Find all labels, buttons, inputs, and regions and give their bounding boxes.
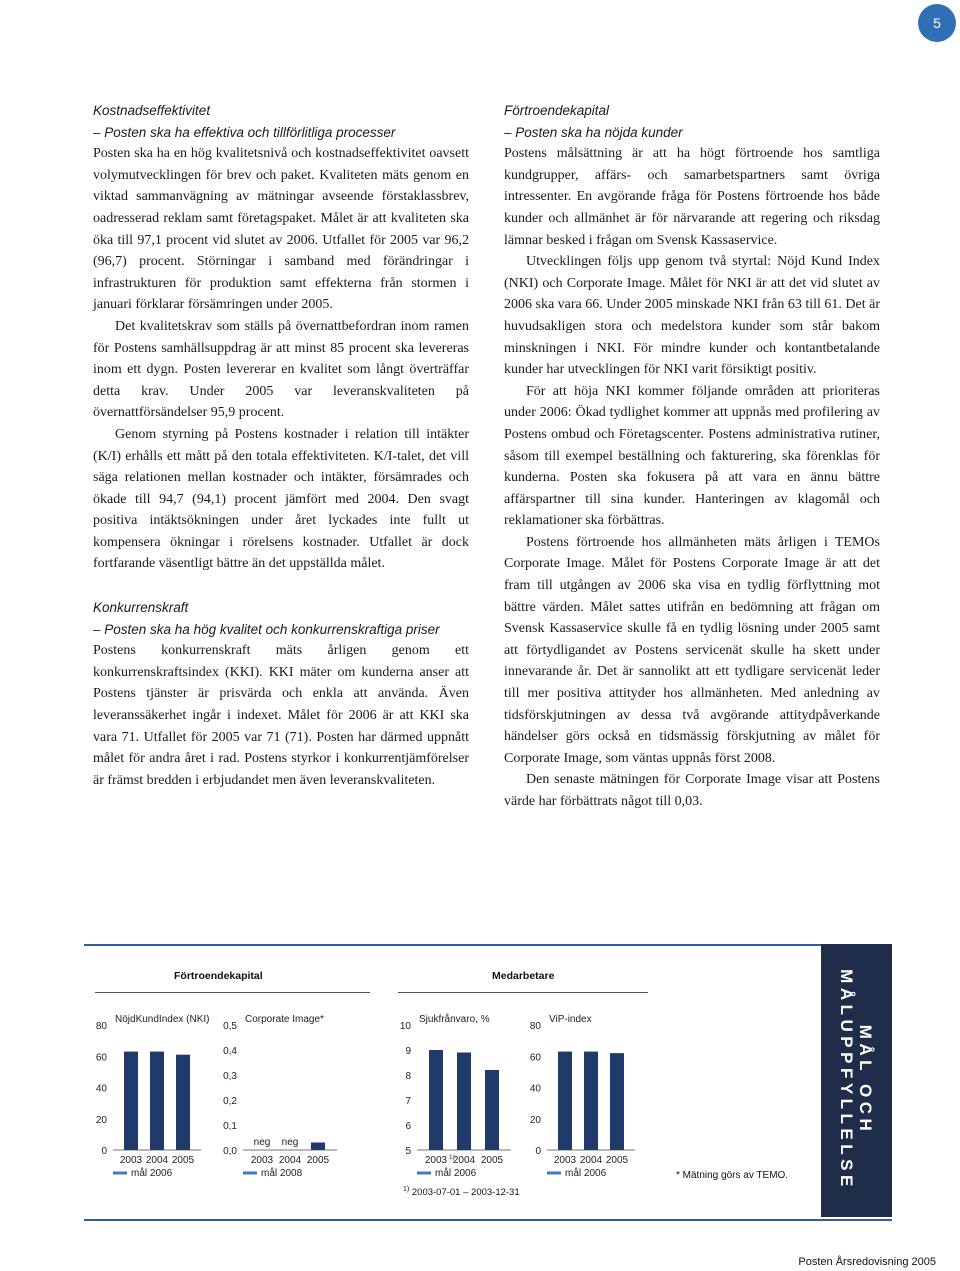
chart3-bar-2005 xyxy=(485,1070,499,1150)
chart1-ytick: 60 xyxy=(95,1052,107,1064)
chart1-bar-2003 xyxy=(124,1052,138,1150)
chart4-bar-2005 xyxy=(610,1053,624,1150)
trust-capital-heading: Förtroendekapital xyxy=(504,103,610,118)
chart4-ytick: 80 xyxy=(529,1021,541,1032)
chart3-goal-label: mål 2006 xyxy=(435,1168,477,1179)
footnote-period-text: 2003-07-01 – 2003-12-31 xyxy=(411,1187,520,1199)
chart4-ytick: 20 xyxy=(529,1114,541,1126)
chart4-xtick-2003: 2003 xyxy=(553,1155,577,1166)
trust-paragraph-3: För att höja NKI kommer följande områden att prioriteras under 2006: Ökad tydlighet kommer att uppnås med profilering av Postens ombud och Företagscenter. Postens administrativa rutiner, såsom till exempel beställning och fakturering, ska förenklas för kunderna. Posten ska fokusera på att vara en ännu bättre affärspartner till sina kunder. Hanteringen av klagomål och reklamationer ska förbättras. xyxy=(504,383,880,529)
chart3-ytick: 6 xyxy=(405,1121,411,1132)
chart3-xtick-2003: 2003 xyxy=(424,1155,448,1166)
chart4-ytick: 0 xyxy=(535,1146,541,1157)
chart3-xtick-2004: 2004 xyxy=(452,1155,476,1166)
chart3-ytick: 9 xyxy=(405,1046,411,1057)
chart2-ytick: 0,4 xyxy=(223,1046,237,1057)
chart2-bar-2005 xyxy=(311,1143,325,1151)
trust-paragraph-5: Den senaste mätningen för Corporate Image visar att Postens värde har förbättrats något till 0,03. xyxy=(504,772,880,809)
footnote-period xyxy=(403,1186,520,1198)
chart4-ytick: 40 xyxy=(529,1083,541,1095)
chart4-xtick-2005: 2005 xyxy=(605,1155,629,1166)
chart1-ytick: 40 xyxy=(95,1083,107,1095)
competitiveness-heading: Konkurrenskraft xyxy=(93,600,189,616)
footnote-period-mark: 1) xyxy=(403,1186,410,1193)
cost-income-paragraph: Genom styrning på Postens kostnader i relation till intäkter (K/I) erhålls ett mått på den totala effektiviteten. K/I-talet, det vill säga relationen mellan kostnader och intäkter, försämrades och ökade till 94,7 (94,1) procent jämfört med 2004. Den svagt positiva intäktsökningen under året lyckades inte fullt ut kompensera ökningar i rörelsens kostnader. Utfallet är dock fortfarande väsentligt bättre än det uppställda målet. xyxy=(93,426,469,572)
footnote-temo: * Mätning görs av TEMO. xyxy=(676,1170,789,1181)
chart4-xtick-2004: 2004 xyxy=(579,1155,603,1166)
chart1-bar-2005 xyxy=(176,1055,190,1150)
chart3-bar-2003 xyxy=(429,1050,443,1150)
chart4-title: ViP-index xyxy=(549,1014,592,1025)
chart2-ytick: 0,2 xyxy=(223,1096,237,1107)
trust-paragraph-4: Postens förtroende hos allmänheten mäts årligen i TEMOs Corporate Image. Målet för Postens Corporate Image är att det fram till utgången av 2006 ska visa en tydlig förflyttning mot bättre värden. Målet sattes utifrån en bedömning att frågan om Svensk Kassaservice skulle få en tydlig lösning under 2005 samt att förtydligandet av Postens servicenät skulle ha skett under innevarande år. Det är sannolikt att ett tydligare servicenät leder till mer positiva attityder hos allmänheten. Med anledning av tidsförskjutningen av dessa två avgörande attitydpåverkande händelser görs också en tidsmässig förskjutning av målet för Corporate Image, som väntas uppnås först 2008. xyxy=(504,534,880,766)
chart1-xtick-2003: 2003 xyxy=(119,1155,143,1166)
chart3-ytick: 7 xyxy=(405,1096,411,1107)
chart4-bar-2003 xyxy=(558,1052,572,1150)
chart1-bar-2004 xyxy=(150,1052,164,1150)
chart2-ytick: 0,0 xyxy=(223,1146,237,1157)
cost-efficiency-paragraph: Posten ska ha en hög kvalitetsnivå och kostnadseffektivitet oavsett volymutvecklingen för brev och paket. Kvaliteten mäts genom en viktad sammanvägning av mätningar avseende förstaklassbrev, oadresserad reklam samt företagspaket. Målet är att kvaliteten ska öka till 97,1 procent vid slutet av 2006. Utfallet för 2005 var 96,2 (96,7) procent. Störningar i samband med förändringar i infrastrukturen för produktion samt effekterna från stormen i januari förklarar försämringen under 2005. xyxy=(93,146,469,313)
cost-efficiency-heading: Kostnadseffektivitet xyxy=(93,103,211,118)
trust-paragraph-1: Postens målsättning är att ha högt förtroende hos samtliga kundgrupper, affärs- och samarbetspartners samt övriga intressenter. En avgörande fråga för Postens förtroende hos både kunder och allmänhet är för närvarande att regering och riksdag lämnar besked i frågan om Svensk Kassaservice. xyxy=(504,146,880,248)
competitiveness-subheading: – Posten ska ha hög kvalitet och konkurrenskraftiga priser xyxy=(93,621,440,637)
group-title-employees: Medarbetare xyxy=(492,970,555,982)
trust-paragraph-2: Utvecklingen följs upp genom två styrtal: Nöjd Kund Index (NKI) och Corporate Image. Målet för NKI är att det vid slutet av 2006 ska vara 66. Under 2005 minskade NKI från 63 till 61. Det är huvudsakligen stora och medelstora kunder som står bakom minskningen i NKI. För mindre kunder och kontantbetalande kunder har utvecklingen för NKI varit försiktigt positiv. xyxy=(504,254,880,378)
chart1-xtick-2004: 2004 xyxy=(145,1155,169,1166)
chart2-bar-label-2003: neg xyxy=(253,1137,271,1148)
group-title-trust: Förtroendekapital xyxy=(174,970,263,982)
chart4-ytick: 60 xyxy=(529,1052,541,1064)
chart1-goal-label: mål 2006 xyxy=(131,1168,173,1179)
chart3-title: Sjukfrånvaro, % xyxy=(419,1014,490,1025)
chart4-bar-2004 xyxy=(584,1052,598,1150)
cost-efficiency-subheading: – Posten ska ha effektiva och tillförlitliga processer xyxy=(93,124,396,140)
chart3-bar-2004 xyxy=(457,1053,471,1151)
chart1-title: NöjdKundIndex (NKI) xyxy=(115,1014,210,1025)
page-number-badge: 5 xyxy=(918,4,956,42)
chart3-ytick: 10 xyxy=(399,1021,411,1032)
chart3-xtick-sup: 1) xyxy=(449,1154,455,1161)
sidebar-title: MÅL OCH MÅLUPPFYLLELSE xyxy=(837,969,875,1191)
overnight-quality-paragraph: Det kvalitetskrav som ställs på övernattbefordran inom ramen för Postens samhällsuppdrag är att minst 85 procent ska levereras inom ett dygn. Posten levererar en kvalitet som långt överträffar detta krav. Under 2005 var leveranskvaliteten på övernattförsändelser 95,9 procent. xyxy=(93,318,469,421)
chart2-bar-label-2004: neg xyxy=(281,1137,299,1148)
chart1-ytick: 80 xyxy=(95,1021,107,1032)
chart2-ytick: 0,1 xyxy=(223,1121,237,1132)
chart3-ytick: 5 xyxy=(405,1146,411,1157)
chart2-xtick-2005: 2005 xyxy=(306,1155,330,1166)
trust-capital-subheading: – Posten ska ha nöjda kunder xyxy=(504,124,683,140)
chart2-xtick-2004: 2004 xyxy=(278,1155,302,1166)
chart2-title: Corporate Image* xyxy=(245,1014,324,1025)
chart2-ytick: 0,5 xyxy=(223,1021,237,1032)
chart1-ytick: 0 xyxy=(101,1146,107,1157)
chart2-ytick: 0,3 xyxy=(223,1071,237,1082)
chart2-goal-label: mål 2008 xyxy=(261,1168,303,1179)
chart4-goal-label: mål 2006 xyxy=(565,1168,607,1179)
chart2-xtick-2003: 2003 xyxy=(250,1155,274,1166)
competitiveness-paragraph: Postens konkurrenskraft mäts årligen genom ett konkurrenskraftsindex (KKI). KKI mäter om kunderna anser att Postens tjänster är prisvärda och enkla att använda. Även leveranssäkerhet ingår i indexet. Målet för 2006 är att KKI ska vara 71. Utfallet för 2005 var 71 (71). Posten har därmed uppnått målet för andra året i rad. Postens styrkor i konkurrentjämförelser är främst bredden i erbjudandet men även leveranskvaliteten. xyxy=(93,643,469,788)
footer-text: Posten Årsredovisning 2005 xyxy=(798,1256,936,1268)
chart1-xtick-2005: 2005 xyxy=(171,1155,195,1166)
chart3-ytick: 8 xyxy=(405,1071,411,1082)
chart1-ytick: 20 xyxy=(95,1114,107,1126)
chart3-xtick-2005: 2005 xyxy=(480,1155,504,1166)
